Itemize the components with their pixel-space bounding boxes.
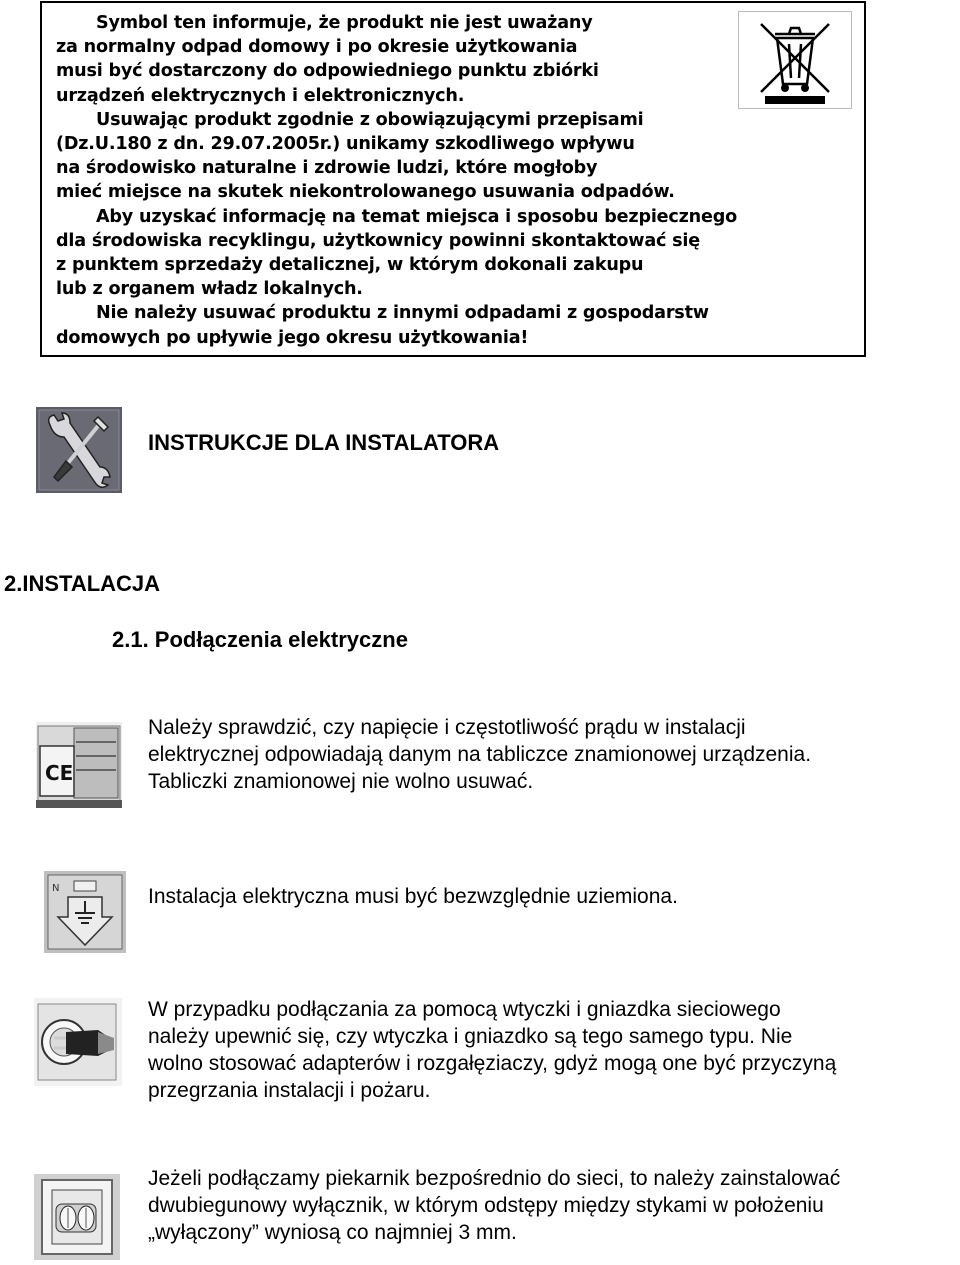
weee-notice-text [56, 11, 856, 350]
notice-line: (Dz.U.180 z dn. 29.07.2005r.) unikamy szkodliwego wpływu [56, 134, 635, 155]
paragraph-plug-socket [148, 996, 960, 1104]
svg-text:CE: CE [45, 761, 74, 785]
notice-line: dla środowiska recyklingu, użytkownicy powinni skontaktować się [56, 230, 700, 251]
notice-line: Usuwając produkt zgodnie z obowiązującymi przepisami [96, 109, 644, 130]
earthing-icon [44, 871, 126, 953]
paragraph-line: dwubiegunowy wyłącznik, w którym odstępy między stykami w położeniu [148, 1194, 824, 1217]
paragraph-line: Należy sprawdzić, czy napięcie i częstotliwość prądu w instalacji [148, 716, 746, 739]
paragraph-double-pole-switch [148, 1165, 960, 1246]
paragraph-line: Jeżeli podłączamy piekarnik bezpośrednio do sieci, to należy zainstalować [148, 1167, 841, 1190]
paragraph-line: należy upewnić się, czy wtyczka i gniazdko są tego samego typu. Nie [148, 1025, 793, 1048]
paragraph-rating-plate [148, 714, 960, 795]
paragraph-line: przegrzania instalacji i pożaru. [148, 1079, 431, 1102]
paragraph-line: elektrycznej odpowiadają danym na tabliczce znamionowej urządzenia. [148, 743, 812, 766]
installer-heading: INSTRUKCJE DLA INSTALATORA [148, 430, 500, 455]
wrench-screwdriver-icon [36, 407, 122, 493]
notice-line: urządzeń elektrycznych i elektronicznych. [56, 85, 465, 106]
notice-line: Symbol ten informuje, że produkt nie jest uważany [96, 13, 593, 33]
plug-socket-icon [34, 998, 122, 1086]
svg-text:N: N [52, 883, 60, 894]
notice-line: Nie należy usuwać produktu z innymi odpadami z gospodarstw [96, 303, 709, 324]
weee-notice-box [40, 1, 866, 357]
crossed-out-wheelie-bin-icon [738, 11, 852, 109]
paragraph-line: Instalacja elektryczna musi być bezwzględnie uziemiona. [148, 885, 678, 908]
notice-line: domowych po upływie jego okresu użytkowania! [56, 327, 529, 348]
double-pole-switch-icon [34, 1174, 120, 1260]
notice-line: za normalny odpad domowy i po okresie użytkowania [56, 37, 578, 58]
paragraph-earthing [148, 883, 960, 910]
notice-line: na środowisko naturalne i zdrowie ludzi, które mogłoby [56, 158, 598, 179]
paragraph-line: Tabliczki znamionowej nie wolno usuwać. [148, 770, 534, 793]
notice-line: musi być dostarczony do odpowiedniego punktu zbiórki [56, 61, 599, 82]
section-heading: 2.INSTALACJA [4, 571, 161, 596]
notice-line: Aby uzyskać informację na temat miejsca i sposobu bezpiecznego [96, 206, 738, 227]
notice-line: mieć miejsce na skutek niekontrolowanego usuwania odpadów. [56, 182, 675, 203]
paragraph-line: „wyłączony” wyniosą co najmniej 3 mm. [148, 1221, 517, 1244]
notice-line: lub z organem władz lokalnych. [56, 279, 363, 300]
subsection-heading: 2.1. Podłączenia elektryczne [112, 627, 408, 652]
notice-line: z punktem sprzedaży detalicznej, w którym dokonali zakupu [56, 255, 644, 276]
paragraph-line: W przypadku podłączania za pomocą wtyczki i gniazdka sieciowego [148, 998, 781, 1021]
rating-plate-ce-icon [36, 722, 122, 808]
paragraph-line: wolno stosować adapterów i rozgałęziaczy, gdyż mogą one być przyczyną [148, 1052, 837, 1075]
